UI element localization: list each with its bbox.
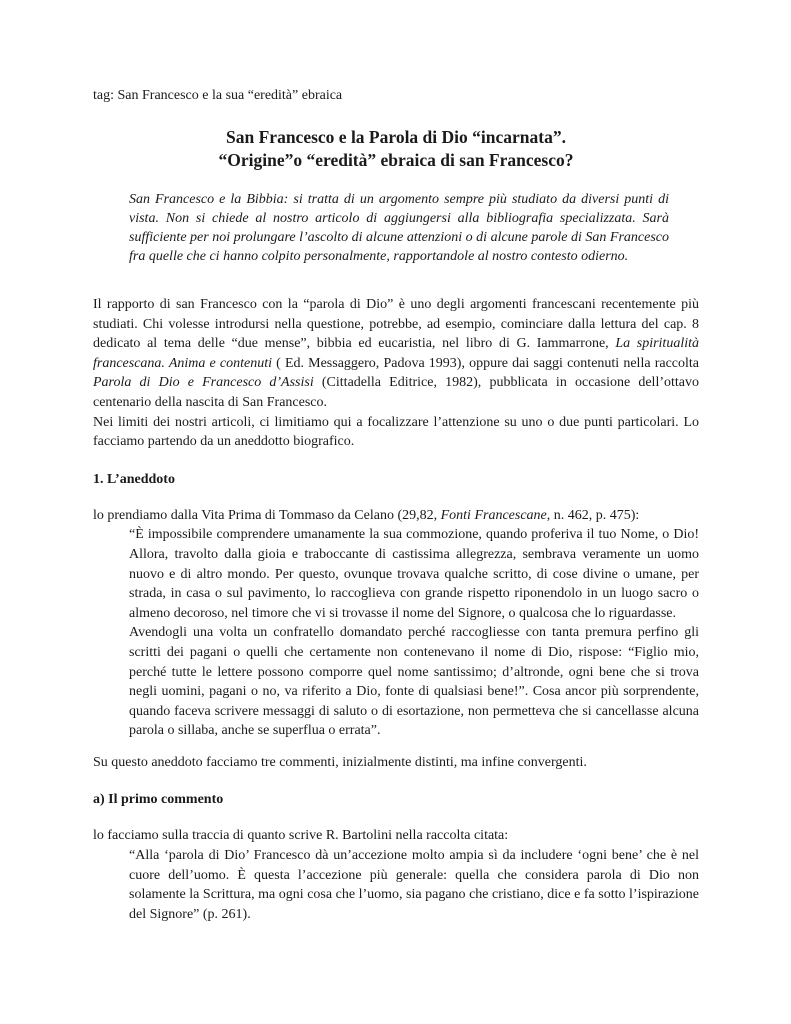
section1-lead-b: , n. 462, p. 475): (546, 507, 640, 523)
intro-book-title-2: Parola di Dio e Francesco d’Assisi (93, 375, 314, 391)
section-heading-aneddoto: 1. L’aneddoto (93, 471, 175, 487)
intro-paragraph-2: Nei limiti dei nostri articoli, ci limitiamo qui a focalizzare l’attenzione su uno o due punti particolari. Lo facciamo partendo da un aneddotto biografico. (93, 414, 699, 450)
bartolini-quote-text: “Alla ‘parola di Dio’ Francesco dà un’accezione molto ampia sì da includere ‘ogni bene’ che è nel cuore dell’uomo. È questa l’accezione più generale: quella che considera parola di Dio non solamente la Scrittura, ma ogni cosa che l’uomo, sia pagano che cristiano, dice e fa sotto l’ispirazione del Signore” (p. 261). (129, 848, 699, 922)
celano-quote-paragraph-1: “È impossibile comprendere umanamente la sua commozione, quando proferiva il tuo Nome, o Dio! Allora, travolto dalla gioia e traboccante di castissima allegrezza, sembrava veramente un uomo nuovo e di altro mondo. Per questo, ovunque trovava qualche scritto, di cose divine o umane, per strada, in casa o sul pavimento, lo raccoglieva con grande rispetto riponendolo in un luogo sacro o almeno decoroso, nel timore che vi si trovasse il nome del Signore, o qualcosa che lo riguardasse. (129, 527, 699, 621)
document-page (93, 86, 699, 924)
intro-paragraph-1 (93, 295, 699, 413)
intro-text-c: (Cittadella Editrice, 1982), pubblicata in occasione dell’ottavo centenario della nascita di San Francesco. (93, 375, 699, 410)
title-line-1: San Francesco e la Parola di Dio “incarnata”. (226, 127, 566, 147)
document-title (93, 126, 699, 172)
celano-quote-paragraph-2: Avendogli una volta un confratello domandato perché raccogliesse con tanta premura perfino gli scritti dei pagani o quelli che certamente non contenevano il nome di Dio, rispose: “Figlio mio, perché tutte le lettere possono comporre quel nome santissimo; d’altronde, ogni bene che si trova negli uomini, pagani o no, va riferito a Dio, fonte di qualsiasi bene!”. Cosa ancor più sorprendente, quando faceva scrivere messaggi di saluto o di esortazione, non permetteva che si cancellasse alcuna parola o sillaba, anche se superflua o errata”. (129, 625, 699, 739)
tag-line: tag: San Francesco e la sua “eredità” ebraica (93, 88, 343, 103)
bartolini-quote (129, 846, 699, 924)
section2-lead: lo facciamo sulla traccia di quanto scrive R. Bartolini nella raccolta citata: (93, 828, 509, 844)
section1-lead-a: lo prendiamo dalla Vita Prima di Tommaso da Celano (29,82, (93, 507, 441, 523)
title-line-2: “Origine”o “eredità” ebraica di san Francesco? (218, 150, 574, 170)
section1-lead (93, 506, 699, 526)
abstract: San Francesco e la Bibbia: si tratta di un argomento sempre più studiato da diversi punti di vista. Non si chiede al nostro articolo di aggiungersi alla bibliografia specializzata. Sarà sufficiente per noi prolungare l’ascolto di alcune attenzioni o di alcune parole di San Francesco fra quelle che ci hanno colpito personalmente, rapportandole al nostro contesto odierno. (129, 192, 669, 264)
section1-after-text: Su questo aneddoto facciamo tre commenti, inizialmente distinti, ma infine convergenti. (93, 754, 587, 770)
intro-text-b: ( Ed. Messaggero, Padova 1993), oppure dai saggi contenuti nella raccolta (271, 355, 699, 371)
intro-book-title-1: La spiritualità francescana. Anima e contenuti (93, 336, 699, 371)
intro-text-a: Il rapporto di san Francesco con la “parola di Dio” è uno degli argomenti francescani recentemente più studiati. Chi volesse introdursi nella questione, potrebbe, ad esempio, cominciare dalla lettura del cap. 8 dedicato al tema delle “due mense”, bibbia ed eucaristia, nel libro di G. Iammarrone, (93, 297, 699, 352)
section1-lead-book: Fonti Francescane (440, 507, 547, 523)
celano-quote (129, 525, 699, 741)
section-heading-primo-commento: a) Il primo commento (93, 792, 224, 808)
